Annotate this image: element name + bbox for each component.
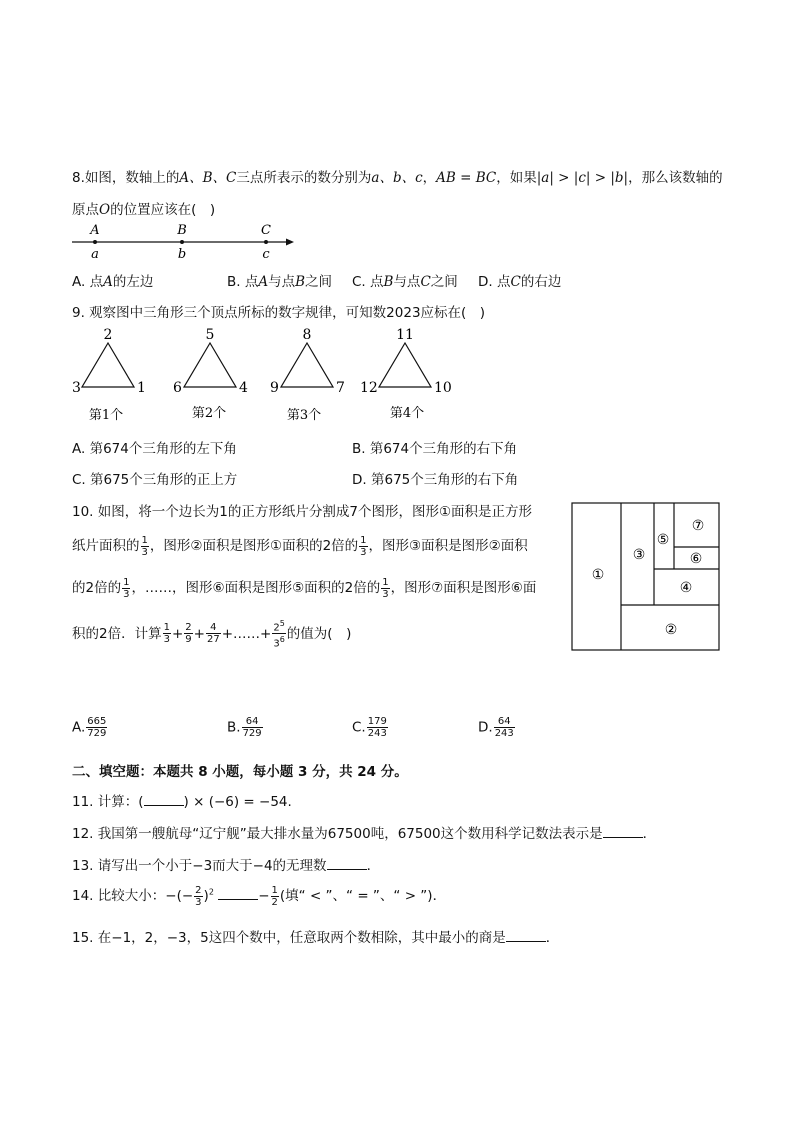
frac-1-3: $\frac{1}{3}$ [163, 622, 170, 646]
q9-option-a[interactable]: A. 第674个三角形的左下角 [72, 441, 237, 457]
q8-line1: 8.如图，数轴上的A、B、C三点所表示的数分别为a、b、c，AB = BC，如果|a| > |c| > |b|，那么该数轴的 [72, 170, 723, 186]
point-c [264, 240, 268, 244]
point-b [180, 240, 184, 244]
frac-one-third: $\frac{1}{3}$ [123, 576, 130, 600]
t4-caption: 第4个 [389, 406, 425, 421]
t2-top: 5 [205, 327, 215, 343]
t1-left: 3 [72, 380, 81, 396]
number-line-figure [70, 222, 300, 262]
frac-one-third: $\frac{1}{3}$ [360, 534, 367, 558]
q14-answer-blank[interactable] [218, 887, 258, 900]
t1-top: 2 [103, 327, 113, 343]
q8-option-d[interactable]: D. 点C的右边 [478, 274, 562, 290]
t2-left: 6 [173, 380, 182, 396]
number-line-arrow [286, 239, 294, 246]
t3-left: 9 [270, 380, 279, 396]
region-2: ② [664, 622, 678, 638]
t3-caption: 第3个 [286, 408, 322, 423]
q11-answer-blank[interactable] [144, 793, 184, 806]
region-7: ⑦ [691, 518, 705, 534]
q8-line2: 原点O的位置应该在( ) [72, 202, 216, 218]
t1-right: 1 [137, 380, 146, 396]
q15-answer-blank[interactable] [506, 929, 546, 942]
label-A: A [90, 223, 100, 238]
label-b: b [177, 247, 187, 262]
frac-1-2: $\frac{1}{2}$ [271, 884, 278, 908]
region-6: ⑥ [689, 551, 703, 567]
q10-option-c[interactable]: C. $\frac{179}{243}$ [352, 716, 387, 739]
q8-option-c[interactable]: C. 点B与点C之间 [352, 274, 458, 290]
t3-top: 8 [302, 327, 312, 343]
q9-option-d[interactable]: D. 第675个三角形的右下角 [352, 472, 519, 488]
q8-option-a[interactable]: A. 点A的左边 [72, 274, 154, 290]
frac-one-third: $\frac{1}{3}$ [382, 576, 389, 600]
label-c: c [262, 247, 270, 262]
t1-caption: 第1个 [88, 408, 124, 423]
q9-option-b[interactable]: B. 第674个三角形的右下角 [352, 441, 518, 457]
t3-right: 7 [336, 380, 345, 396]
region-1: ① [591, 567, 605, 583]
frac-2-9: $\frac{2}{9}$ [185, 622, 192, 646]
q10-line4: 积的2倍．计算 $\frac{1}{3}$ + $\frac{2}{9}$ + $\frac{4}{27}$ +……+ $\frac{2^5}{3^6}$ 的值为( ) [72, 619, 352, 650]
region-3: ③ [632, 547, 646, 563]
q10-line2: 纸片面积的 $\frac{1}{3}$ ，图形②面积是图形①面积的2倍的 $\frac{1}{3}$ ，图形③面积是图形②面积 [72, 534, 528, 558]
point-a [93, 240, 97, 244]
frac-4-27: $\frac{4}{27}$ [206, 622, 220, 646]
q9-text: 9. 观察图中三角形三个顶点所标的数字规律，可知数2023应标在( ) [72, 305, 486, 321]
q10-option-d[interactable]: D. $\frac{64}{243}$ [478, 716, 514, 739]
q14: 14. 比较大小：−(− $\frac{2}{3}$ )$^2$ − $\frac{1}{2}$ (填“ < ”、“ = ”、“ > ”)． [72, 884, 447, 908]
frac-one-third: $\frac{1}{3}$ [141, 534, 148, 558]
region-4: ④ [679, 580, 693, 596]
region-5: ⑤ [656, 532, 670, 548]
q15: 15. 在−1，2，−3，5这四个数中，任意取两个数相除，其中最小的商是 ． [72, 930, 560, 946]
triangle-2 [184, 343, 236, 387]
q10-option-b[interactable]: B. $\frac{64}{729}$ [227, 716, 262, 739]
q11: 11. 计算：( ) × (−6) = −54. [72, 794, 292, 810]
triangle-3 [281, 343, 333, 387]
q10-line1: 10. 如图，将一个边长为1的正方形纸片分割成7个图形，图形①面积是正方形 [72, 504, 533, 520]
label-C: C [261, 223, 271, 238]
t2-caption: 第2个 [191, 406, 227, 421]
t2-right: 4 [239, 380, 248, 396]
t4-right: 10 [434, 380, 452, 396]
triangle-4 [379, 343, 431, 387]
q12: 12. 我国第一艘航母“辽宁舰”最大排水量为67500吨，67500这个数用科学记数法表示是 ． [72, 826, 657, 842]
t4-top: 11 [396, 327, 414, 343]
label-a: a [91, 247, 99, 262]
q12-answer-blank[interactable] [603, 825, 643, 838]
q9-option-c[interactable]: C. 第675个三角形的正上方 [72, 472, 238, 488]
q10-line3: 的2倍的 $\frac{1}{3}$ ，……，图形⑥面积是图形⑤面积的2倍的 $\frac{1}{3}$ ，图形⑦面积是图形⑥面 [72, 576, 537, 600]
q13-answer-blank[interactable] [327, 857, 367, 870]
t4-left: 12 [360, 380, 378, 396]
q13: 13. 请写出一个小于−3而大于−4的无理数 ． [72, 858, 381, 874]
q8-option-b[interactable]: B. 点A与点B之间 [227, 274, 333, 290]
triangles-figure [66, 323, 466, 427]
square-division-figure [570, 501, 722, 653]
label-B: B [177, 223, 187, 238]
triangle-1 [82, 343, 134, 387]
section-2-heading: 二、填空题：本题共 8 小题，每小题 3 分，共 24 分。 [72, 764, 408, 780]
frac-2-3: $\frac{2}{3}$ [195, 884, 202, 908]
q10-option-a[interactable]: A. $\frac{665}{729}$ [72, 716, 107, 739]
frac-2pow5-3pow6: $\frac{2^5}{3^6}$ [273, 619, 285, 650]
